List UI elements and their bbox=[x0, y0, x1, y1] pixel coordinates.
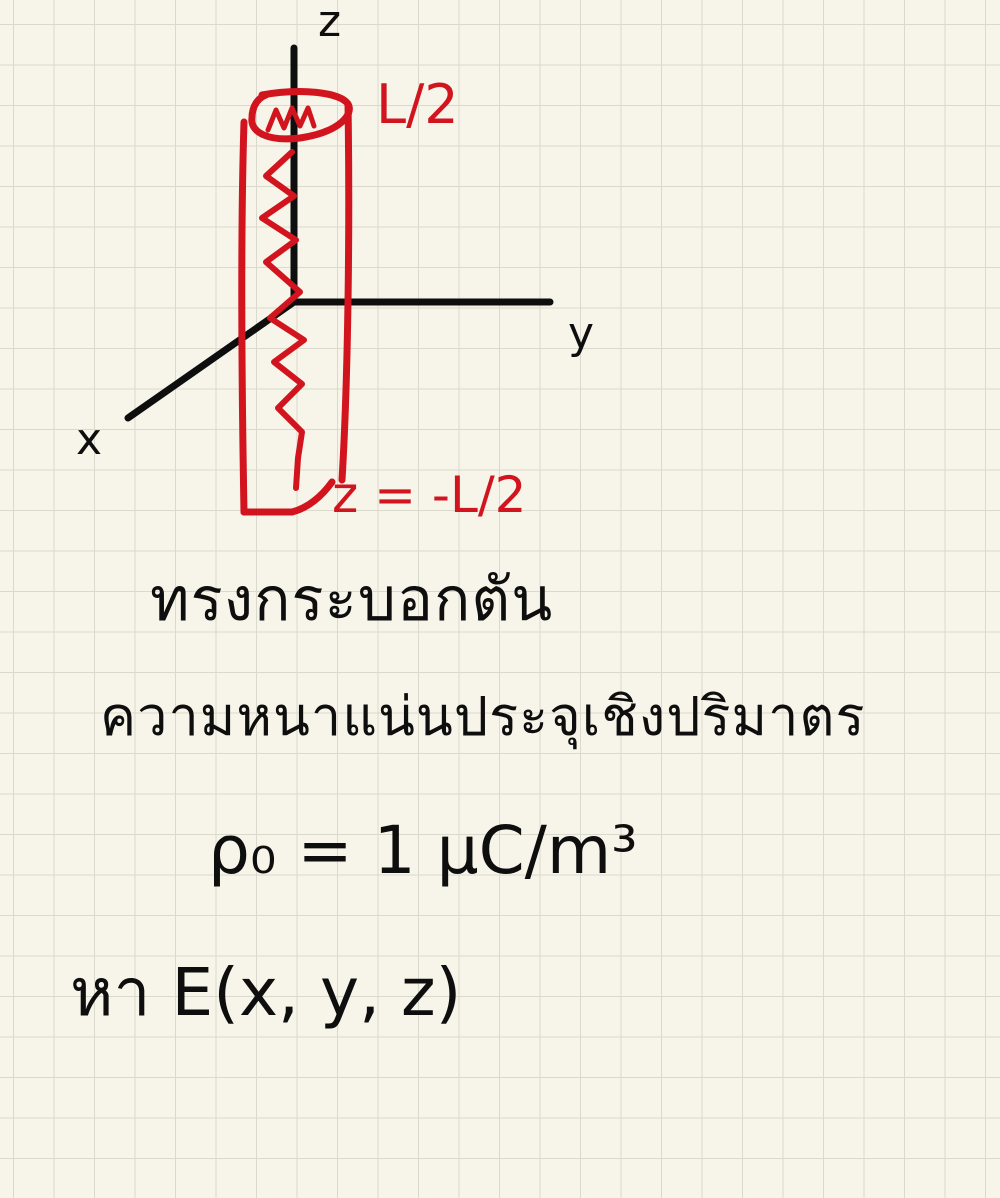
cylinder-right-edge bbox=[342, 104, 349, 480]
find-electric-field: หา E(x, y, z) bbox=[70, 954, 462, 1031]
cylinder-top-bound-label: L/2 bbox=[376, 73, 459, 136]
cylinder-left-edge bbox=[242, 122, 244, 512]
charge-density-formula: ρ₀ = 1 μC/m³ bbox=[208, 812, 638, 889]
y-axis-label: y bbox=[568, 308, 595, 359]
z-axis-label: z bbox=[318, 0, 342, 47]
charge-zigzag bbox=[262, 152, 304, 488]
cylinder-bottom-bound-label: z = -L/2 bbox=[332, 466, 527, 524]
cylinder-bottom-edge bbox=[244, 482, 332, 512]
problem-line-density: ความหนาแน่นประจุเชิงปริมาตร bbox=[100, 685, 866, 748]
problem-line-shape: ทรงกระบอกตัน bbox=[150, 565, 554, 635]
coordinate-axes bbox=[128, 48, 550, 418]
x-axis-label: x bbox=[76, 414, 103, 465]
